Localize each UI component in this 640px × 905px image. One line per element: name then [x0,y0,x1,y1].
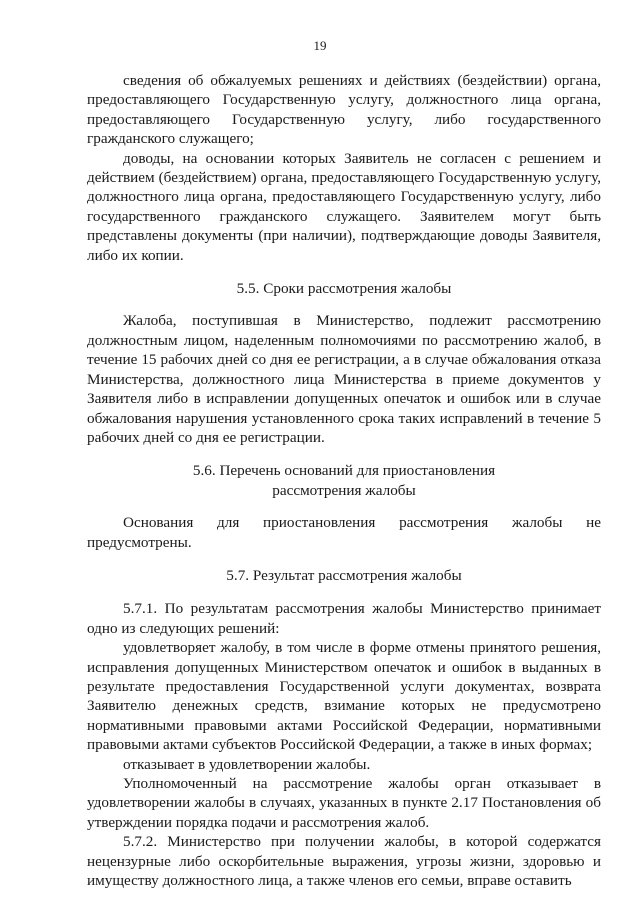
paragraph-section-5-6: Основания для приостановления рассмотрения жалобы не предусмотрены. [87,514,601,551]
paragraph-section-5-5: Жалоба, поступившая в Министерство, подлежит рассмотрению должностным лицом, наделенным полномочиями по рассмотрению жалоб, в течение 15 рабочих дней со дня ее регистрации, а в случае обжалования отказа Министерства, должностного лица Министерства в приеме документов у Заявителя либо в исправлении допущенных опечаток и ошибок или в случае обжалования нарушения установленного срока таких исправлений в течение 5 рабочих дней со дня ее регистрации. [87,312,601,446]
paragraph-refuse-complaint: отказывает в удовлетворении жалобы. [123,755,371,773]
paragraph-satisfy-complaint: удовлетворяет жалобу, в том числе в форме отмены принятого решения, исправления допущенных Министерством опечаток и ошибок в выданных в результате предоставления Государственной услуги документах, возврата Заявителю денежных средств, взимание которых не предусмотрено нормативными правовыми актами Российской Федерации, нормативными правовыми актами субъектов Российской Федерации, а также в иных формах; [87,639,601,754]
paragraph-5-7-2: 5.7.2. Министерство при получении жалобы, в которой содержатся нецензурные либо оскорбительные выражения, угрозы жизни, здоровью и имуществу должностного лица, а также членов его семьи, вправе оставить [87,833,601,890]
paragraph-5-7-1: 5.7.1. По результатам рассмотрения жалобы Министерство принимает одно из следующих решений: [87,600,601,637]
document-body [87,71,601,890]
heading-section-5-6-line1: 5.6. Перечень оснований для приостановления [192,462,496,480]
paragraph-appeal-info: сведения об обжалуемых решениях и действиях (бездействии) органа, предоставляющего Государственную услугу, должностного лица органа, предоставляющего Государственную услугу, либо государственного гражданского служащего; [87,72,601,148]
heading-section-5-7: 5.7. Результат рассмотрения жалобы [226,566,462,584]
paragraph-authorized-body: Уполномоченный на рассмотрение жалобы орган отказывает в удовлетворении жалобы в случаях, указанных в пункте 2.17 Постановления об утверждении порядка подачи и рассмотрения жалоб. [87,775,601,831]
heading-section-5-5: 5.5. Сроки рассмотрения жалобы [236,280,452,298]
paragraph-arguments: доводы, на основании которых Заявитель не согласен с решением и действием (бездействием) органа, предоставляющего Государственную услугу, должностного лица органа, предоставляющего Государственную услугу, либо государственного гражданского служащего. Заявителем могут быть представлены документы (при наличии), подтверждающие доводы Заявителя, либо их копии. [87,149,601,264]
heading-section-5-6-line2: рассмотрения жалобы [272,481,416,499]
page-number: 19 [313,38,327,53]
